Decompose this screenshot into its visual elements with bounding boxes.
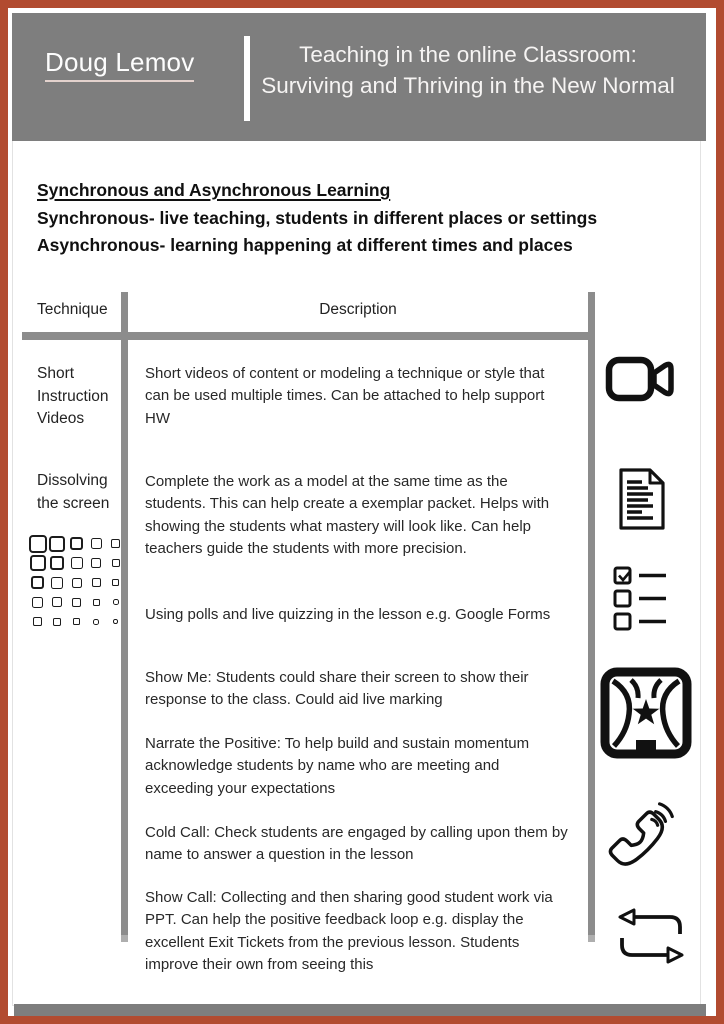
dissolve-square <box>33 617 42 626</box>
dissolve-square <box>93 599 100 606</box>
dissolve-square <box>93 619 99 625</box>
dissolve-square <box>113 619 118 624</box>
document-icon <box>616 467 668 531</box>
dissolve-square <box>51 577 63 589</box>
description-show-call: Show Call: Collecting and then sharing good student work via PPT. Can help the positive feedback loop e.g. display the excellent Exit Tickets from the previous lesson. Students improve their own from seeing this <box>145 889 553 973</box>
dissolve-square <box>111 539 120 548</box>
dissolve-square <box>53 618 61 626</box>
theater-stage-icon <box>600 667 692 759</box>
page-title: Teaching in the online Classroom: Surviving and Thriving in the New Normal <box>261 42 675 98</box>
header-banner <box>12 13 706 141</box>
table-horizontal-rule <box>22 332 594 340</box>
dissolve-square <box>70 537 83 550</box>
table-vertical-rule-right <box>588 292 595 942</box>
column-header-technique: Technique <box>37 301 108 318</box>
dissolve-square <box>72 578 82 588</box>
description-cold-call: Cold Call: Check students are engaged by calling upon them by name to answer a question in the lesson <box>145 824 568 864</box>
dissolve-square <box>92 578 101 587</box>
column-header-description: Description <box>319 301 397 318</box>
swap-arrows-icon <box>612 904 690 968</box>
checklist-icon <box>612 564 670 634</box>
phone-ringing-icon <box>608 798 680 874</box>
footer-banner <box>14 1004 706 1024</box>
description-complete-work: Complete the work as a model at the same time as the students. This can help create a exemplar packet. Helps with showing the students what mastery will look like. Can help teachers guide the students with more precision. <box>145 473 550 557</box>
technique-dissolving-the-screen: Dissolving the screen <box>37 472 110 512</box>
dissolving-squares-graphic <box>28 534 128 634</box>
technique-short-instruction-videos: Short Instruction Videos <box>37 365 109 427</box>
description-narrate-the-positive: Narrate the Positive: To help build and sustain momentum acknowledge students by name who are meeting and exceeding your expectations <box>145 735 530 797</box>
video-camera-icon <box>605 356 677 402</box>
dissolve-square <box>31 576 44 589</box>
dissolve-square <box>30 555 46 571</box>
dissolve-square <box>71 557 83 569</box>
description-short-videos: Short videos of content or modeling a technique or style that can be used multiple times. Can be attached to help support HW <box>145 365 545 427</box>
dissolve-square <box>112 559 120 567</box>
dissolve-square <box>72 598 81 607</box>
intro-line-synchronous: Synchronous- live teaching, students in different places or settings <box>37 207 598 228</box>
description-show-me: Show Me: Students could share their screen to show their response to the class. Could aid live marking <box>145 669 529 709</box>
author-link[interactable] <box>45 47 194 78</box>
dissolve-square <box>73 618 80 625</box>
dissolve-square <box>52 597 62 607</box>
author-name[interactable]: Doug Lemov <box>45 47 194 82</box>
intro-line-asynchronous: Asynchronous- learning happening at different times and places <box>37 235 573 255</box>
dissolve-square <box>91 558 101 568</box>
dissolve-square <box>91 538 102 549</box>
description-polls-quizzing: Using polls and live quizzing in the lesson e.g. Google Forms <box>145 606 551 623</box>
intro-heading: Synchronous and Asynchronous Learning <box>37 180 391 200</box>
dissolve-square <box>29 535 47 553</box>
dissolve-square <box>50 556 64 570</box>
dissolve-square <box>32 597 43 608</box>
header-divider <box>244 36 250 121</box>
dissolve-square <box>49 536 65 552</box>
intro-block <box>37 177 597 260</box>
dissolve-square <box>113 599 119 605</box>
table-vertical-rule-left <box>121 292 128 942</box>
dissolve-square <box>112 579 119 586</box>
